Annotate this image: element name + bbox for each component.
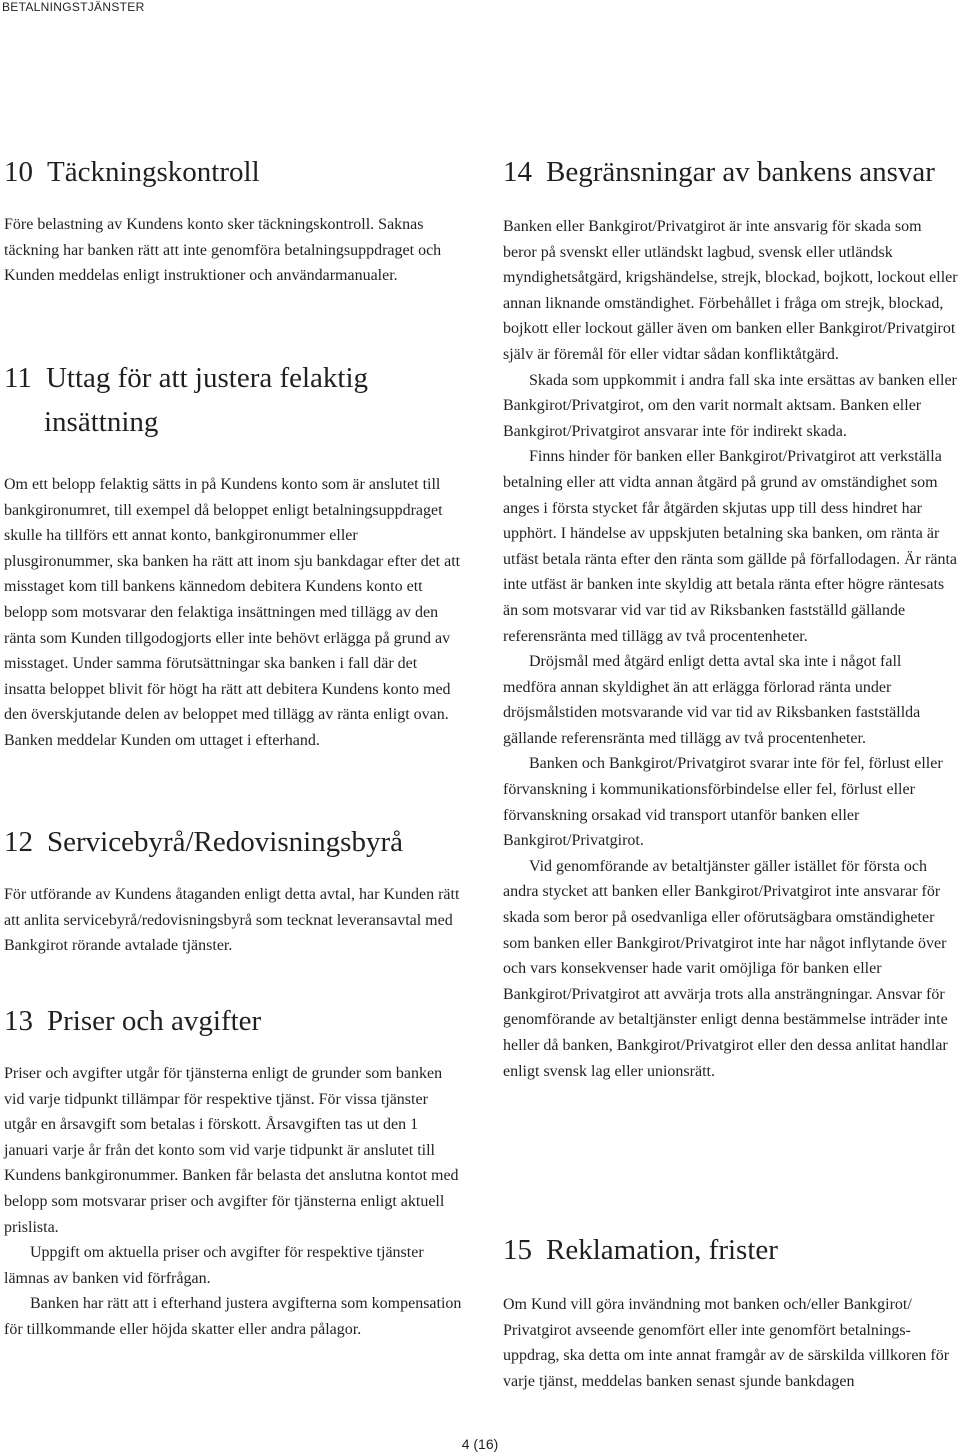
section-13 (4, 999, 462, 1343)
paragraph: För utförande av Kundens åtaganden enligt detta avtal, har Kunden rätt att anlita servicebyrå/redovisningsbyrå som tecknat leveransavtal med Bankgirot rörande avtalade tjänster. (4, 886, 460, 955)
section-number: 10 (4, 156, 33, 188)
section-heading (503, 150, 958, 194)
paragraph: Före belastning av Kundens konto sker täckningskontroll. Saknas täckning har banken rätt att inte genomföra betalningsuppdraget och Kunden meddelas enligt instruktioner och användarmanualer. (4, 216, 442, 285)
section-heading (4, 356, 462, 444)
section-title: Uttag för att justera felaktig (45, 362, 369, 394)
section-title-continued: insättning (44, 406, 159, 438)
paragraph: Banken och Bankgirot/Privatgirot svarar inte för fel, förlust eller förvanskning i kommunikationsförbindelse eller fel, förlust eller förvanskning orsakad vid transport utanför banken eller Bankgirot/Privatgirot. (503, 755, 943, 850)
section-title: Servicebyrå/Redovisningsbyrå (47, 826, 403, 858)
paragraph: Uppgift om aktuella priser och avgifter för respektive tjänster lämnas av banken vid förfrågan. (4, 1244, 424, 1287)
section-number: 15 (503, 1234, 532, 1266)
section-number: 12 (4, 826, 33, 858)
section-title: Täckningskontroll (47, 156, 260, 188)
paragraph: Skada som uppkommit i andra fall ska inte ersättas av banken eller Bankgirot/Privatgirot, om den varit normalt aktsam. Banken eller Bankgirot/Privatgirot ansvarar inte för indirekt skada. (503, 371, 957, 440)
paragraph: Om ett belopp felaktig sätts in på Kundens konto som är anslutet till bankgironumret, till exempel då beloppet enligt betalningsuppdraget skulle ha tillförs ett annat konto, bankgironummer eller plusgironummer, ska banken ha rätt att inom sju bankdagar efter det att misstaget kom till bankens kännedom debitera Kundens konto ett belopp som motsvarar den felaktiga insättningen med tillägg av den ränta som Kunden tillgodogjorts eller inte behövt erlägga på grund av misstaget. Under samma förutsättningar ska banken i fall där det insatta beloppet blivit för högt ha rätt att debitera Kundens konto med den överskjutande delen av beloppet med tillägg av ränta enligt ovan. Banken meddelar Kunden om uttaget i efterhand. (4, 476, 461, 749)
paragraph: Banken eller Bankgirot/Privatgirot är inte ansvarig för skada som beror på svenskt eller utländskt lagbud, svensk eller utländsk myndighetsåtgärd, krigshändelse, strejk, blockad, bojkott, lockout eller annan liknande omständighet. Förbehållet i fråga om strejk, blockad, bojkott eller lockout gäller även om banken eller Bankgirot/Privatgirot själv är föremål för eller vidtar sådan konfliktåtgärd. (503, 218, 958, 363)
section-number: 14 (503, 156, 532, 188)
section-number: 13 (4, 1005, 33, 1037)
section-title: Begränsningar av bankens ansvar (546, 156, 935, 188)
paragraph: Om Kund vill göra invändning mot banken och/eller Bankgirot/ Privatgirot avseende genomfört eller inte genomfört betalningsuppdrag, ska detta om inte annat framgår av de särskilda villkoren för varje tjänst, meddelas banken senast sjunde bankdagen (503, 1296, 950, 1390)
paragraph: Finns hinder för banken eller Bankgirot/Privatgirot att verkställa betalning eller att vidta annan åtgärd på grund av omständighet som anges i första stycket får åtgärden skjutas upp till dess hindret har upphört. I händelse av uppskjuten betalning ska banken, om ränta är utfäst betala ränta efter den ränta som gällde på förfallodagen. Är ränta inte utfäst är banken inte skyldig att betala ränta efter högre räntesats än som motsvarar vid var tid av Riksbanken fastställd gällande referensränta med tillägg av två procentenheter. (503, 448, 958, 645)
paragraph: Vid genomförande av betaltjänster gäller istället för första och andra stycket att banken eller Bankgirot/Privatgirot inte ansvarar för skada som beror på osedvanliga eller oförutsägbara omständigheter som banken eller Bankgirot/Privatgirot inte har något inflytande över och vars konsekvenser hade varit omöjliga för banken eller Bankgirot/Privatgirot att avvärja trots alla ansträngningar. Ansvar för genomförande av betaltjänster enligt denna bestämmelse inträder inte heller då banken, Bankgirot/Privatgirot eller den dessa anlitat handlar enligt svensk lag eller unionsrätt. (503, 857, 948, 1080)
section-10 (4, 150, 462, 289)
section-11 (4, 356, 462, 754)
paragraph: Priser och avgifter utgår för tjänsterna enligt de grunder som banken vid varje tidpunkt tillämpar för respektive tjänst. För vissa tjänster utgår en årsavgift som betalas i förskott. Årsavgiften tas ut den 1 januari varje år från det konto som vid varje tidpunkt är anslutet till Kundens bankgironummer. Banken får belasta det anslutna kontot med belopp som motsvarar priser och avgifter för tjänsterna enligt aktuell prislista. (4, 1065, 459, 1236)
section-number: 11 (4, 362, 32, 394)
section-heading (4, 150, 462, 194)
paragraph: Dröjsmål med åtgärd enligt detta avtal ska inte i något fall medföra annan skyldighet än att erlägga förlorad ränta under dröjsmålstiden motsvarande vid var tid av Riksbanken fastställda gällande referensränta med tillägg av två procentenheter. (503, 653, 921, 747)
section-heading (4, 820, 462, 864)
section-heading (4, 999, 462, 1043)
running-header: BETALNINGSTJÄNSTER (2, 0, 145, 14)
paragraph: Banken har rätt att i efterhand justera avgifterna som kompensation för tillkommande eller höjda skatter eller andra pålagor. (4, 1295, 462, 1338)
section-title: Priser och avgifter (47, 1005, 262, 1037)
section-heading (503, 1228, 958, 1272)
page-number: 4 (16) (461, 1436, 499, 1452)
section-14 (503, 150, 958, 1084)
section-12 (4, 820, 462, 959)
section-title: Reklamation, frister (546, 1234, 778, 1266)
section-15 (503, 1228, 958, 1394)
